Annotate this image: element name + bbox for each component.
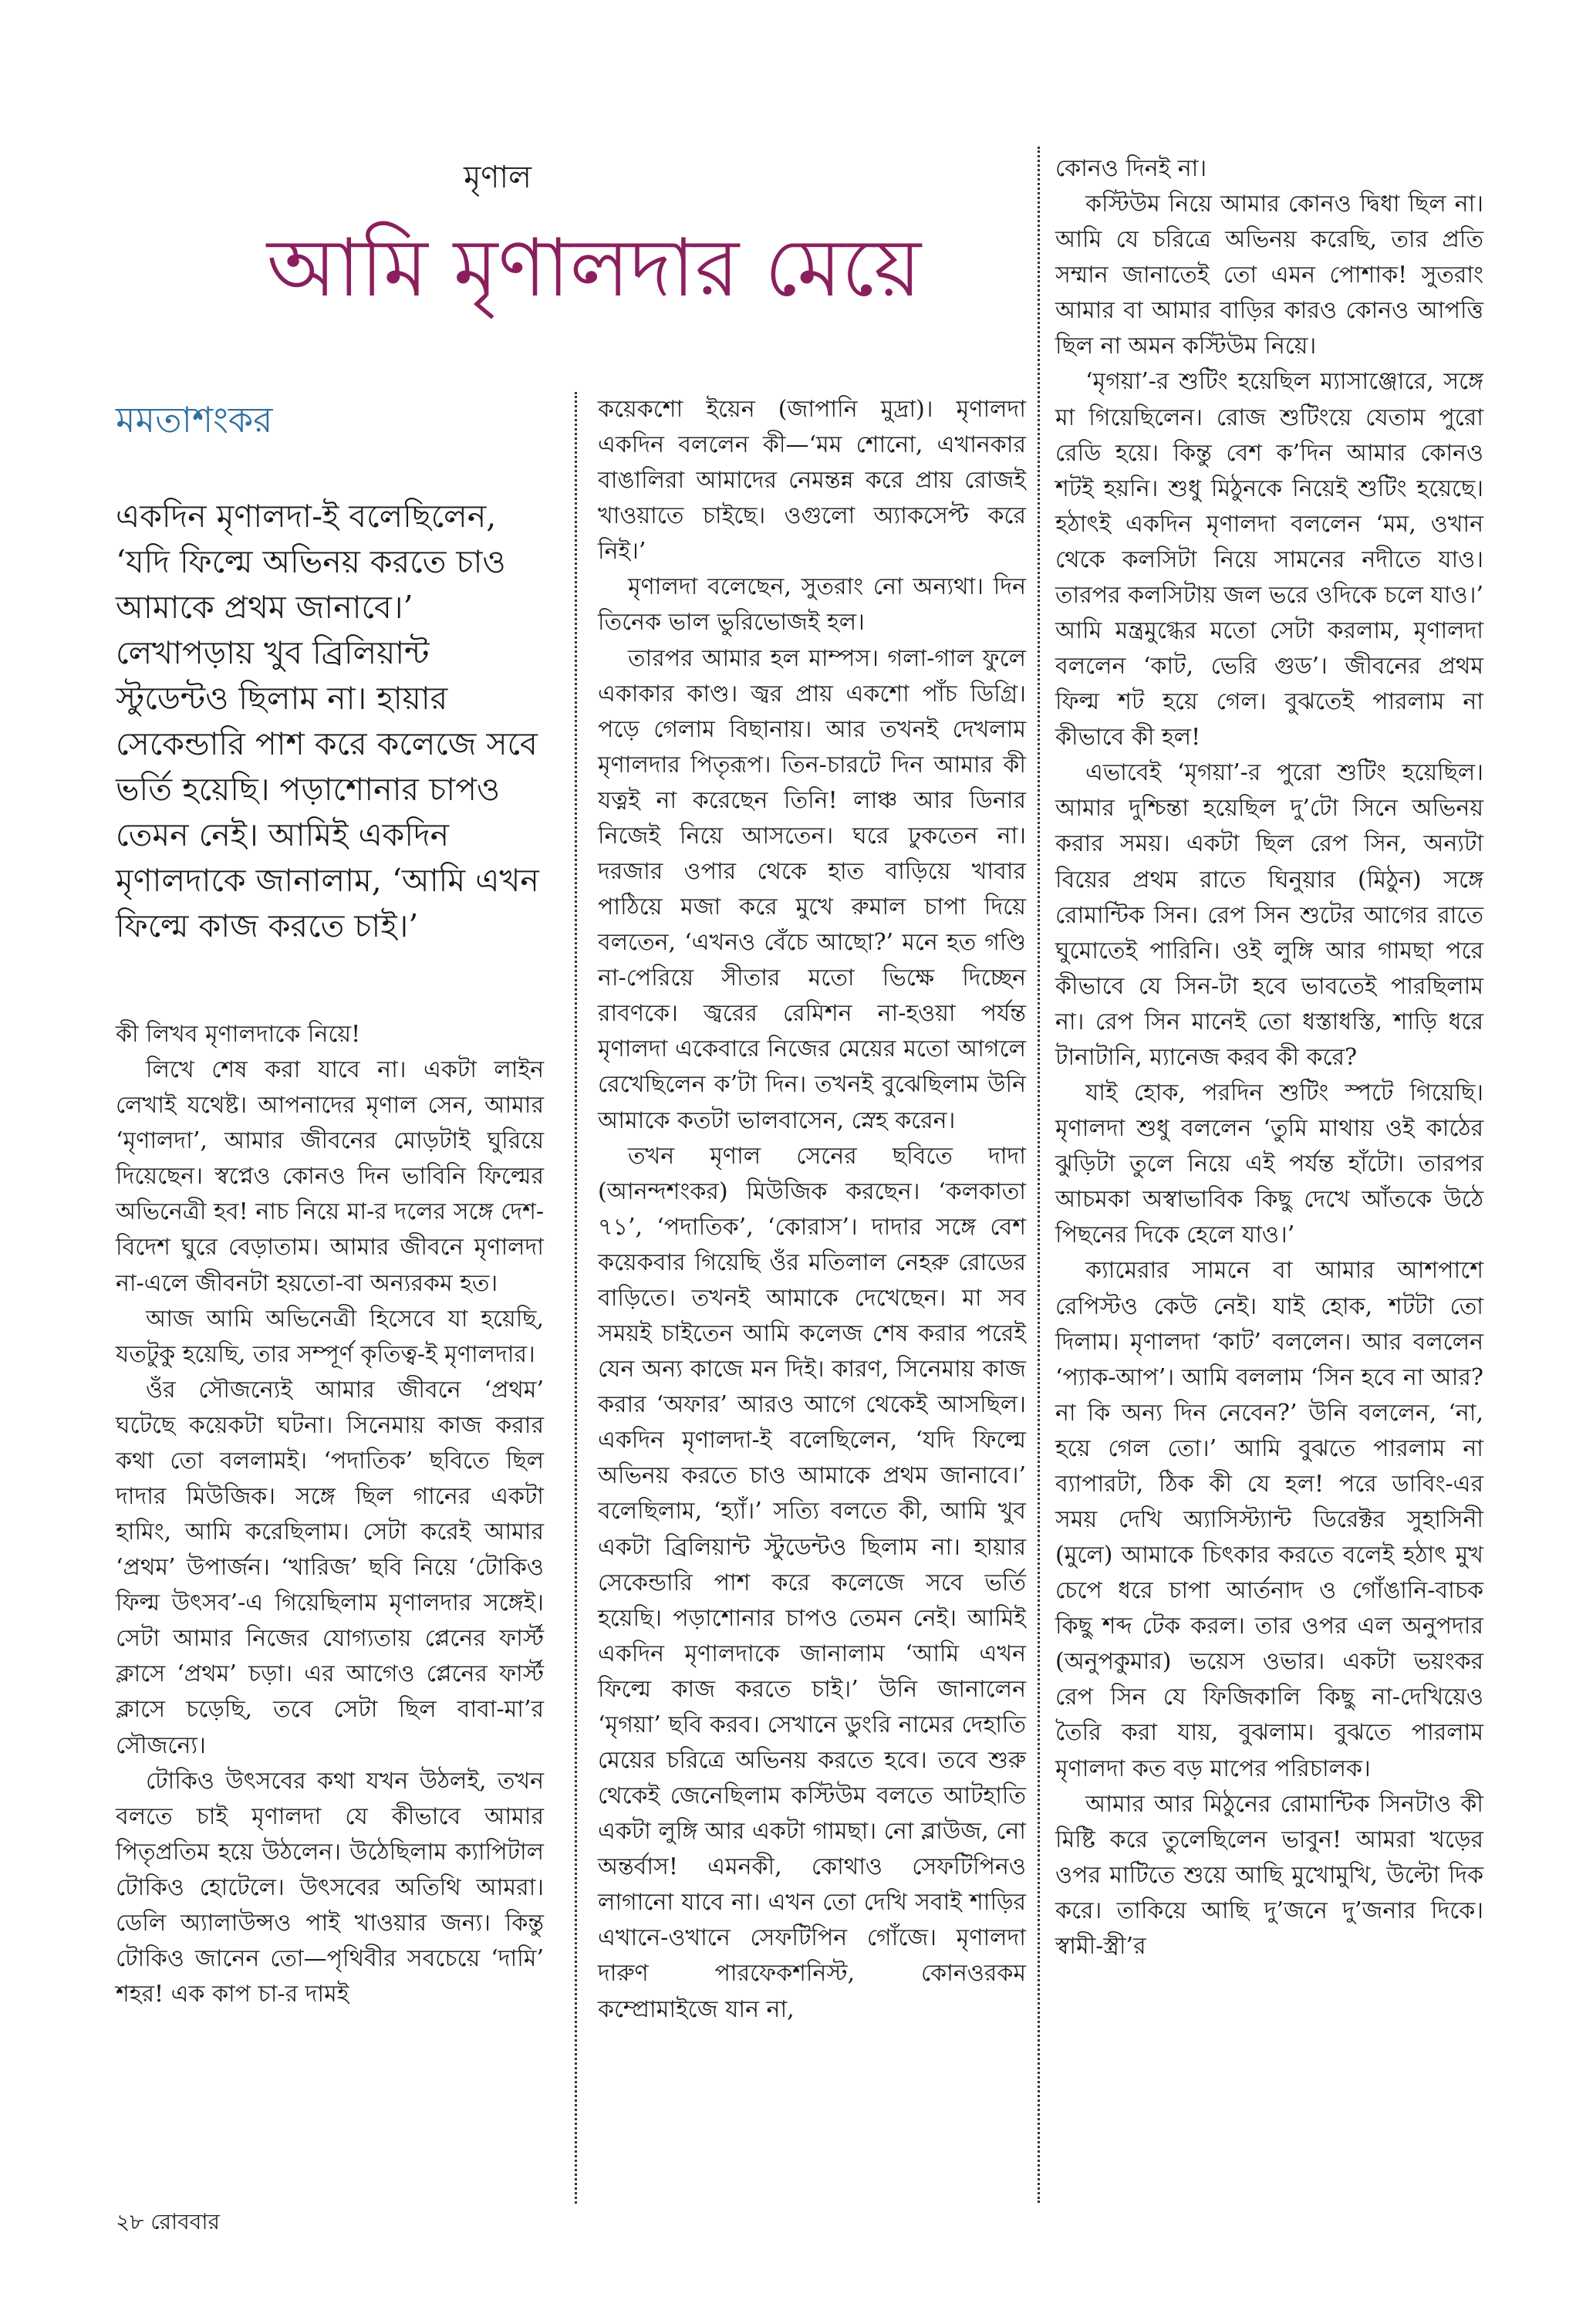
paragraph: ‘মৃগয়া’-র শুটিং হয়েছিল ম্যাসাঞ্জোরে, সঙ্গে মা গিয়েছিলেন। রোজ শুটিংয়ে যেতাম পুরো রেডি হয়ে। কিন্তু বেশ ক’দিন আমার কোনও শটই হয়নি। শুধু মিঠুনকে নিয়েই শুটিং হয়েছে। হঠাৎই একদিন মৃণালদা বললেন ‘মম, ওখান থেকে কলসিটা নিয়ে সামনের নদীতে যাও। তারপর কলসিটায় জল ভরে ওদিকে চলে যাও।’ আমি মন্ত্রমুগ্ধের মতো সেটা করলাম, মৃণালদা বললেন ‘কাট, ভেরি গুড’। জীবনের প্রথম ফিল্ম শট হয়ে গেল। বুঝতেই পারলাম না কীভাবে কী হল! — [1055, 368, 1483, 752]
paragraph: কী লিখব মৃণালদাকে নিয়ে! — [116, 1021, 361, 1048]
paragraph: কোনও দিনই না। — [1055, 155, 1207, 182]
paragraph: আজ আমি অভিনেত্রী হিসেবে যা হয়েছি, যতটুকু হয়েছি, তার সম্পূর্ণ কৃতিত্ব-ই মৃণালদার। — [116, 1305, 544, 1368]
author-byline: মমতাশংকর — [116, 399, 273, 441]
paragraph: এভাবেই ‘মৃগয়া’-র পুরো শুটিং হয়েছিল। আমার দুশ্চিন্তা হয়েছিল দু’টো সিনে অভিনয় করার সময়। একটা ছিল রেপ সিন, অন্যটা বিয়ের প্রথম রাতে ঘিনুয়ার (মিঠুন) সঙ্গে রোমান্টিক সিন। রেপ সিন শুটের আগের রাতে ঘুমোতেই পারিনি। ওই লুঙ্গি আর গামছা পরে কীভাবে যে সিন-টা হবে ভাবতেই পারছিলাম না। রেপ সিন মানেই তো ধস্তাধস্তি, শাড়ি ধরে টানাটানি, ম্যানেজ করব কী করে? — [1055, 759, 1483, 1071]
paragraph: লিখে শেষ করা যাবে না। একটা লাইন লেখাই যথেষ্ট। আপনাদের মৃণাল সেন, আমার ‘মৃণালদা’, আমার জীবনের মোড়টাই ঘুরিয়ে দিয়েছেন। স্বপ্নেও কোনও দিন ভাবিনি ফিল্মের অভিনেত্রী হব! নাচ নিয়ে মা-র দলের সঙ্গে দেশ-বিদেশ ঘুরে বেড়াতাম। আমার জীবনে মৃণালদা না-এলে জীবনটা হয়তো-বা অন্যরকম হত। — [116, 1056, 544, 1297]
paragraph: টোকিও উৎসবের কথা যখন উঠলই, তখন বলতে চাই মৃণালদা যে কীভাবে আমার পিতৃপ্রতিম হয়ে উঠলেন। উঠেছিলাম ক্যাপিটাল টোকিও হোটেলে। উৎসবের অতিথি আমরা। ডেলি অ্যালাউন্সও পাই খাওয়ার জন্য। কিন্তু টোকিও জানেন তো—পৃথিবীর সবচেয়ে ‘দামি’ শহর! এক কাপ চা-র দামই — [116, 1767, 544, 2008]
column-divider — [575, 392, 577, 2204]
page-footer: ২৮ রোববার — [116, 2209, 220, 2234]
article-column-1 — [116, 1017, 544, 2012]
article-column-3 — [1055, 151, 1483, 1964]
paragraph: মৃণালদা বলেছেন, সুতরাং নো অন্যথা। দিন তিনেক ভাল ভুরিভোজই হল। — [598, 573, 1026, 637]
column-divider — [1038, 147, 1040, 2203]
pull-quote: একদিন মৃণালদা-ই বলেছিলেন, ‘যদি ফিল্মে অভিনয় করতে চাও আমাকে প্রথম জানাবে।’ লেখাপড়ায় খুব ব্রিলিয়ান্ট স্টুডেন্টও ছিলাম না। হায়ার সেকেন্ডারি পাশ করে কলেজে সবে ভর্তি হয়েছি। পড়াশোনার চাপও তেমন নেই। আমিই একদিন মৃণালদাকে জানালাম, ‘আমি এখন ফিল্মে কাজ করতে চাই।’ — [116, 498, 539, 945]
paragraph: ওঁর সৌজন্যেই আমার জীবনে ‘প্রথম’ ঘটেছে কয়েকটা ঘটনা। সিনেমায় কাজ করার কথা তো বললামই। ‘পদাতিক’ ছবিতে ছিল দাদার মিউজিক। সঙ্গে ছিল গানের একটা হামিং, আমি করেছিলাম। সেটা করেই আমার ‘প্রথম’ উপার্জন। ‘খারিজ’ ছবি নিয়ে ‘টোকিও ফিল্ম উৎসব’-এ গিয়েছিলাম মৃণালদার সঙ্গেই। সেটা আমার নিজের যোগ্যতায় প্লেনের ফার্স্ট ক্লাসে ‘প্রথম’ চড়া। এর আগেও প্লেনের ফার্স্ট ক্লাসে চড়েছি, তবে সেটা ছিল বাবা-মা’র সৌজন্যে। — [116, 1376, 544, 1759]
paragraph: যাই হোক, পরদিন শুটিং স্পটে গিয়েছি। মৃণালদা শুধু বললেন ‘তুমি মাথায় ওই কাঠের ঝুড়িটা তুলে নিয়ে এই পর্যন্ত হাঁটো। তারপর আচমকা অস্বাভাবিক কিছু দেখে আঁতকে উঠে পিছনের দিকে হেলে যাও।’ — [1055, 1079, 1483, 1249]
paragraph: তখন মৃণাল সেনের ছবিতে দাদা (আনন্দশংকর) মিউজিক করছেন। ‘কলকাতা ৭১’, ‘পদাতিক’, ‘কোরাস’। দাদার সঙ্গে বেশ কয়েকবার গিয়েছি ওঁর মতিলাল নেহরু রোডের বাড়িতে। তখনই আমাকে দেখেছেন। মা সব সময়ই চাইতেন আমি কলেজ শেষ করার পরেই যেন অন্য কাজে মন দিই। কারণ, সিনেমায় কাজ করার ‘অফার’ আরও আগে থেকেই আসছিল। একদিন মৃণালদা-ই বলেছিলেন, ‘যদি ফিল্মে অভিনয় করতে চাও আমাকে প্রথম জানাবে।’ বলেছিলাম, ‘হ্যাঁ।’ সত্যি বলতে কী, আমি খুব একটা ব্রিলিয়ান্ট স্টুডেন্টও ছিলাম না। হায়ার সেকেন্ডারি পাশ করে কলেজে সবে ভর্তি হয়েছি। পড়াশোনার চাপও তেমন নেই। আমিই একদিন মৃণালদাকে জানালাম ‘আমি এখন ফিল্মে কাজ করতে চাই।’ উনি জানালেন ‘মৃগয়া’ ছবি করব। সেখানে ডুংরি নামের দেহাতি মেয়ের চরিত্রে অভিনয় করতে হবে। তবে শুরু থেকেই জেনেছিলাম কস্টিউম বলতে আটহাতি একটা লুঙ্গি আর একটা গামছা। নো ব্লাউজ, নো অন্তর্বাস! এমনকী, কোথাও সেফটিপিনও লাগানো যাবে না। এখন তো দেখি সবাই শাড়ির এখানে-ওখানে সেফটিপিন গোঁজে। মৃণালদা দারুণ পারফেকশনিস্ট, কোনওরকম কম্প্রোমাইজে যান না, — [598, 1142, 1026, 2023]
paragraph: কস্টিউম নিয়ে আমার কোনও দ্বিধা ছিল না। আমি যে চরিত্রে অভিনয় করেছি, তার প্রতি সম্মান জানাতেই তো এমন পোশাক! সুতরাং আমার বা আমার বাড়ির কারও কোনও আপত্তি ছিল না অমন কস্টিউম নিয়ে। — [1055, 191, 1483, 360]
paragraph: আমার আর মিঠুনের রোমান্টিক সিনটাও কী মিষ্টি করে তুলেছিলেন ভাবুন! আমরা খড়ের ওপর মাটিতে শুয়ে আছি মুখোমুখি, উল্টো দিক করে। তাকিয়ে আছি দু’জনে দু’জনার দিকে। স্বামী-স্ত্রী’র — [1055, 1790, 1483, 1960]
section-kicker: মৃণাল — [464, 160, 532, 195]
paragraph: ক্যামেরার সামনে বা আমার আশপাশে রেপিস্টও কেউ নেই। যাই হোক, শটটা তো দিলাম। মৃণালদা ‘কাট’ বললেন। আর বললেন ‘প্যাক-আপ’। আমি বললাম ‘সিন হবে না আর? না কি অন্য দিন নেবেন?’ উনি বললেন, ‘না, হয়ে গেল তো।’ আমি বুঝতে পারলাম না ব্যাপারটা, ঠিক কী যে হল! পরে ডাবিং-এর সময় দেখি অ্যাসিস্ট্যান্ট ডিরেক্টর সুহাসিনী (মুলে) আমাকে চিৎকার করতে বলেই হঠাৎ মুখ চেপে ধরে চাপা আর্তনাদ ও গোঁঙানি-বাচক কিছু শব্দ টেক করল। তার ওপর এল অনুপদার (অনুপকুমার) ভয়েস ওভার। একটা ভয়ংকর রেপ সিন যে ফিজিকালি কিছু না-দেখিয়েও তৈরি করা যায়, বুঝলাম। বুঝতে পারলাম মৃণালদা কত বড় মাপের পরিচালক। — [1055, 1257, 1483, 1782]
paragraph: কয়েকশো ইয়েন (জাপানি মুদ্রা)। মৃণালদা একদিন বললেন কী—‘মম শোনো, এখানকার বাঙালিরা আমাদের নেমন্তন্ন করে প্রায় রোজই খাওয়াতে চাইছে। ওগুলো অ্যাকসেপ্ট করে নিই।’ — [598, 396, 1026, 566]
article-column-2 — [598, 392, 1026, 2028]
paragraph: তারপর আমার হল মাম্পস। গলা-গাল ফুলে একাকার কাণ্ড। জ্বর প্রায় একশো পাঁচ ডিগ্রি। পড়ে গেলাম বিছানায়। আর তখনই দেখলাম মৃণালদার পিতৃরূপ। তিন-চারটে দিন আমার কী যত্নই না করেছেন তিনি! লাঞ্চ আর ডিনার নিজেই নিয়ে আসতেন। ঘরে ঢুকতেন না। দরজার ওপার থেকে হাত বাড়িয়ে খাবার পাঠিয়ে মজা করে মুখে রুমাল চাপা দিয়ে বলতেন, ‘এখনও বেঁচে আছো?’ মনে হত গণ্ডি না-পেরিয়ে সীতার মতো ভিক্ষে দিচ্ছেন রাবণকে। জ্বরের রেমিশন না-হওয়া পর্যন্ত মৃণালদা একেবারে নিজের মেয়ের মতো আগলে রেখেছিলেন ক’টা দিন। তখনই বুঝেছিলাম উনি আমাকে কতটা ভালবাসেন, স্নেহ করেন। — [598, 644, 1026, 1134]
article-headline: আমি মৃণালদার মেয়ে — [266, 221, 922, 315]
